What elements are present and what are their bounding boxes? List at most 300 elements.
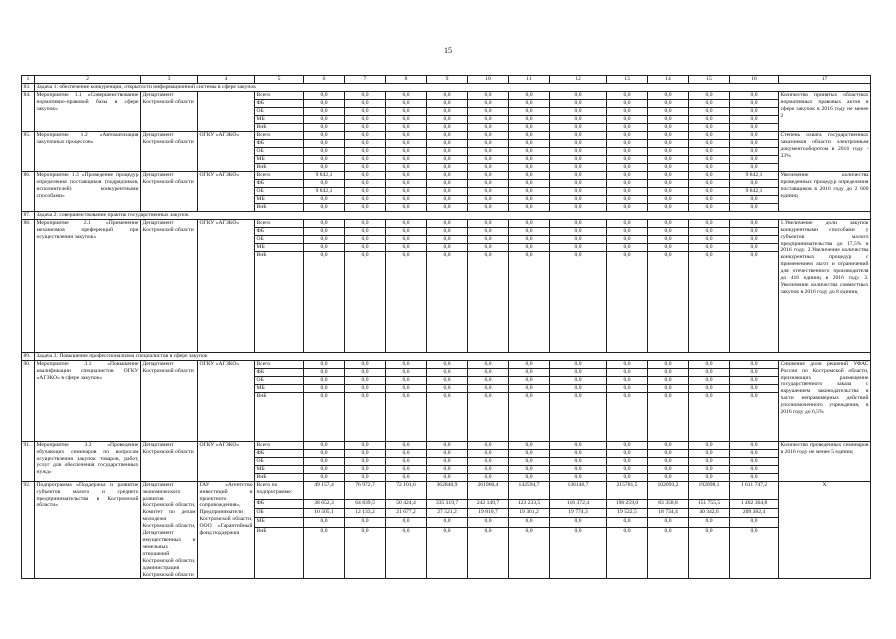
value-cell: 0,0 (345, 187, 386, 195)
value-cell: 0,0 (730, 195, 779, 203)
value-cell: 0,0 (386, 473, 427, 481)
value-cell: 0,0 (730, 384, 779, 392)
value-cell: 9 842,1 (304, 187, 345, 195)
value-cell: 0,0 (607, 227, 648, 235)
value-cell: 0,0 (730, 163, 779, 171)
value-cell: 0,0 (689, 219, 730, 227)
value-cell: 0,0 (468, 235, 509, 243)
value-cell: 0,0 (386, 147, 427, 155)
value-cell: 0,0 (427, 195, 468, 203)
value-cell: 0,0 (345, 107, 386, 115)
value-cell: 0,0 (468, 187, 509, 195)
value-cell: 0,0 (730, 107, 779, 115)
value-cell: 0,0 (689, 227, 730, 235)
value-cell: 0,0 (386, 115, 427, 123)
value-cell: 116 372,4 (550, 500, 607, 509)
value-cell: 0,0 (550, 360, 607, 368)
partner-org: ОГКУ «АГЗКО» (198, 360, 255, 441)
funding-source: ОБ (255, 457, 304, 465)
responsible-executor: Департамент Костромской области (141, 131, 198, 171)
funding-source: ФБ (255, 227, 304, 235)
value-cell: 0,0 (689, 376, 730, 384)
value-cell: 0,0 (304, 123, 345, 131)
value-cell: 0,0 (550, 115, 607, 123)
value-cell: 0,0 (509, 465, 550, 473)
value-cell: 0,0 (689, 243, 730, 251)
value-cell: 0,0 (427, 235, 468, 243)
value-cell: 0,0 (550, 227, 607, 235)
table-row (22, 441, 871, 449)
value-cell: 0,0 (345, 227, 386, 235)
value-cell: 0,0 (304, 131, 345, 139)
funding-source: ВнБ (255, 251, 304, 352)
value-cell: 0,0 (304, 360, 345, 368)
value-cell: 0,0 (468, 131, 509, 139)
value-cell: 0,0 (509, 449, 550, 457)
value-cell: 0,0 (345, 441, 386, 449)
value-cell: 12 133,2 (345, 509, 386, 518)
value-cell: 0,0 (607, 123, 648, 131)
value-cell: 19 774,3 (550, 509, 607, 518)
value-cell: 261960,4 (468, 481, 509, 499)
responsible-executor: Департамент Костромской области (141, 441, 198, 481)
partner-org: ОГКУ «АГЗКО» (198, 171, 255, 211)
value-cell: 0,0 (345, 449, 386, 457)
value-cell: 0,0 (304, 195, 345, 203)
value-cell: 0,0 (304, 115, 345, 123)
value-cell: 0,0 (304, 227, 345, 235)
value-cell: 0,0 (468, 147, 509, 155)
value-cell: 0,0 (730, 473, 779, 481)
value-cell: 0,0 (427, 147, 468, 155)
value-cell: 9 842,1 (304, 171, 345, 179)
responsible-executor: Департамент Костромской области (141, 91, 198, 131)
value-cell: 0,0 (509, 91, 550, 99)
value-cell: 0,0 (689, 115, 730, 123)
value-cell: 0,0 (304, 99, 345, 107)
value-cell: 0,0 (648, 99, 689, 107)
value-cell: 0,0 (427, 473, 468, 481)
value-cell: 0,0 (468, 195, 509, 203)
funding-source: ФБ (255, 99, 304, 107)
value-cell: 0,0 (345, 465, 386, 473)
value-cell: 0,0 (468, 203, 509, 211)
value-cell: 0,0 (509, 163, 550, 171)
funding-source: Всего (255, 91, 304, 99)
value-cell: 0,0 (345, 139, 386, 147)
value-cell: 0,0 (468, 91, 509, 99)
value-cell: 0,0 (509, 203, 550, 211)
partner-org (198, 91, 255, 131)
value-cell: 0,0 (427, 243, 468, 251)
value-cell: 0,0 (468, 243, 509, 251)
value-cell: 0,0 (468, 179, 509, 187)
value-cell: 0,0 (550, 457, 607, 465)
funding-source: МБ (255, 115, 304, 123)
value-cell: 0,0 (304, 527, 345, 579)
value-cell: 0,0 (345, 163, 386, 171)
value-cell: 0,0 (509, 376, 550, 384)
value-cell: 0,0 (730, 392, 779, 441)
value-cell: 27 521,2 (427, 509, 468, 518)
value-cell: 0,0 (304, 457, 345, 465)
value-cell: 0,0 (386, 235, 427, 243)
value-cell: 0,0 (386, 465, 427, 473)
value-cell: 0,0 (550, 441, 607, 449)
value-cell: 0,0 (550, 107, 607, 115)
value-cell: 0,0 (386, 187, 427, 195)
value-cell: 0,0 (607, 368, 648, 376)
value-cell: 49 157,4 (304, 481, 345, 499)
value-cell: 0,0 (550, 155, 607, 163)
value-cell: 0,0 (427, 392, 468, 441)
value-cell: 0,0 (345, 384, 386, 392)
value-cell: 0,0 (607, 384, 648, 392)
value-cell: 0,0 (386, 171, 427, 179)
responsible-executor: Департамент Костромской области (141, 171, 198, 211)
funding-source: Всего (255, 219, 304, 227)
value-cell: 0,0 (345, 123, 386, 131)
value-cell: 242 149,7 (468, 500, 509, 509)
table-row (22, 171, 871, 179)
value-cell: 0,0 (345, 235, 386, 243)
value-cell: 0,0 (550, 123, 607, 131)
value-cell: 0,0 (427, 227, 468, 235)
value-cell: 0,0 (550, 465, 607, 473)
value-cell: 0,0 (386, 449, 427, 457)
value-cell: 209 382,4 (730, 509, 779, 518)
value-cell: 0,0 (607, 187, 648, 195)
value-cell: 0,0 (550, 384, 607, 392)
funding-source: ВнБ (255, 473, 304, 481)
value-cell: 335 319,7 (427, 500, 468, 509)
value-cell: 0,0 (550, 518, 607, 527)
value-cell: 0,0 (304, 392, 345, 441)
value-cell: 0,0 (730, 518, 779, 527)
value-cell: 0,0 (689, 139, 730, 147)
value-cell: 0,0 (468, 449, 509, 457)
header-cell: 6 (304, 76, 345, 84)
value-cell: 0,0 (607, 203, 648, 211)
value-cell: 0,0 (386, 384, 427, 392)
value-cell: 0,0 (689, 91, 730, 99)
value-cell: 64 839,5 (345, 500, 386, 509)
value-cell: 0,0 (427, 139, 468, 147)
value-cell: 0,0 (509, 155, 550, 163)
funding-source: ВнБ (255, 123, 304, 131)
value-cell: 0,0 (648, 449, 689, 457)
funding-source: ФБ (255, 179, 304, 187)
value-cell: 0,0 (648, 131, 689, 139)
value-cell: 0,0 (550, 179, 607, 187)
value-cell: 0,0 (427, 518, 468, 527)
value-cell: 0,0 (304, 179, 345, 187)
value-cell: 0,0 (468, 441, 509, 449)
value-cell: 0,0 (689, 384, 730, 392)
value-cell: 0,0 (607, 251, 648, 352)
value-cell: 0,0 (550, 91, 607, 99)
value-cell: 0,0 (304, 203, 345, 211)
value-cell: 0,0 (304, 518, 345, 527)
value-cell: 0,0 (427, 171, 468, 179)
value-cell: 0,0 (689, 187, 730, 195)
header-cell: 7 (345, 76, 386, 84)
value-cell: 0,0 (468, 99, 509, 107)
funding-source: ОБ (255, 235, 304, 243)
value-cell: 0,0 (427, 187, 468, 195)
value-cell: 0,0 (550, 219, 607, 227)
value-cell: 0,0 (730, 441, 779, 449)
value-cell: 0,0 (468, 219, 509, 227)
value-cell: 0,0 (689, 368, 730, 376)
header-cell: 1 (22, 76, 35, 84)
value-cell: 0,0 (730, 235, 779, 243)
value-cell: 0,0 (689, 449, 730, 457)
value-cell: 0,0 (648, 376, 689, 384)
measure-name: Мероприятие 3.2 «Проведение обучающих семинаров по вопросам осуществления закупок товаров, работ, услуг для обеспечения государственных нужд» (35, 441, 141, 481)
value-cell: 0,0 (345, 99, 386, 107)
value-cell: 0,0 (730, 179, 779, 187)
value-cell: 0,0 (345, 115, 386, 123)
value-cell: 0,0 (304, 473, 345, 481)
value-cell: 0,0 (607, 360, 648, 368)
table-row (22, 219, 871, 227)
value-cell: 0,0 (304, 441, 345, 449)
header-cell: 14 (648, 76, 689, 84)
value-cell: 0,0 (730, 243, 779, 251)
value-cell: 0,0 (468, 392, 509, 441)
value-cell: 0,0 (386, 360, 427, 368)
value-cell: 0,0 (689, 518, 730, 527)
value-cell: 0,0 (304, 376, 345, 384)
value-cell: 0,0 (689, 392, 730, 441)
partner-org: ОГКУ «АГЗКО» (198, 219, 255, 352)
value-cell: 50 424,4 (386, 500, 427, 509)
row-number: 88. (22, 219, 35, 352)
value-cell: 0,0 (689, 107, 730, 115)
value-cell: 0,0 (468, 384, 509, 392)
header-cell: 9 (427, 76, 468, 84)
value-cell: 0,0 (304, 243, 345, 251)
value-cell: 0,0 (607, 179, 648, 187)
value-cell: 0,0 (550, 99, 607, 107)
value-cell: 0,0 (345, 131, 386, 139)
value-cell: 0,0 (730, 449, 779, 457)
responsible-executor: Департамент Костромской области (141, 219, 198, 352)
value-cell: 38 652,3 (304, 500, 345, 509)
value-cell: 0,0 (550, 195, 607, 203)
value-cell: 0,0 (730, 360, 779, 368)
value-cell: 362840,9 (427, 481, 468, 499)
value-cell: 0,0 (427, 123, 468, 131)
value-cell: 10 505,1 (304, 509, 345, 518)
value-cell: 0,0 (550, 163, 607, 171)
value-cell: 0,0 (468, 171, 509, 179)
funding-source: Всего (255, 441, 304, 449)
value-cell: 0,0 (386, 457, 427, 465)
value-cell: 0,0 (607, 465, 648, 473)
value-cell: 0,0 (509, 187, 550, 195)
funding-source: Всего (255, 360, 304, 368)
value-cell: 0,0 (550, 473, 607, 481)
value-cell: 0,0 (550, 251, 607, 352)
header-cell: 16 (730, 76, 779, 84)
value-cell: 0,0 (509, 179, 550, 187)
table-row (22, 91, 871, 99)
funding-source: ОБ (255, 107, 304, 115)
value-cell: 142594,7 (509, 481, 550, 499)
value-cell: 0,0 (509, 251, 550, 352)
value-cell: 0,0 (304, 251, 345, 352)
value-cell: 0,0 (648, 360, 689, 368)
value-cell: 0,0 (386, 392, 427, 441)
value-cell: 0,0 (427, 384, 468, 392)
value-cell: 0,0 (648, 473, 689, 481)
value-cell: 0,0 (468, 155, 509, 163)
value-cell: 0,0 (345, 518, 386, 527)
row-number: 86. (22, 171, 35, 211)
value-cell: 0,0 (509, 235, 550, 243)
section-title: Задача 3: Повышение профессионализма специалистов в сфере закупок (35, 352, 871, 360)
funding-source: ФБ (255, 139, 304, 147)
value-cell: 0,0 (427, 465, 468, 473)
value-cell: 0,0 (689, 123, 730, 131)
value-cell: 0,0 (345, 251, 386, 352)
value-cell: 0,0 (730, 131, 779, 139)
value-cell: 0,0 (386, 243, 427, 251)
value-cell: 0,0 (468, 139, 509, 147)
funding-source: МБ (255, 518, 304, 527)
value-cell: 0,0 (427, 91, 468, 99)
value-cell: 0,0 (648, 368, 689, 376)
value-cell: 192098,1 (689, 481, 730, 499)
value-cell: 0,0 (689, 179, 730, 187)
value-cell: 0,0 (468, 123, 509, 131)
value-cell: 0,0 (607, 235, 648, 243)
value-cell: 0,0 (730, 368, 779, 376)
value-cell: 0,0 (509, 99, 550, 107)
header-cell: 15 (689, 76, 730, 84)
value-cell: 0,0 (550, 235, 607, 243)
funding-source: МБ (255, 384, 304, 392)
responsible-executor: Департамент экономического развития Костромской области, Комитет по делам молодежи Костромской области, Департамент имущественных и земельных отношений Костромской области, администрация Костромской области (142, 481, 196, 578)
value-cell: 0,0 (304, 163, 345, 171)
value-cell: 0,0 (468, 115, 509, 123)
value-cell: 0,0 (386, 527, 427, 579)
section-title: Задача 1: обеспечение конкуренции, открытости информационной системы в сфере закупок (35, 84, 871, 92)
value-cell: 1 402 364,8 (730, 500, 779, 509)
value-cell: 0,0 (345, 203, 386, 211)
value-cell: 0,0 (304, 155, 345, 163)
value-cell: 0,0 (304, 107, 345, 115)
value-cell: 0,0 (427, 179, 468, 187)
row-number: 90. (22, 360, 35, 441)
value-cell: 0,0 (730, 219, 779, 227)
value-cell: 0,0 (509, 441, 550, 449)
value-cell: 0,0 (648, 457, 689, 465)
table-row (22, 360, 871, 368)
value-cell: 0,0 (509, 139, 550, 147)
value-cell: 83 358,8 (648, 500, 689, 509)
header-cell: 12 (550, 76, 607, 84)
value-cell: 0,0 (386, 155, 427, 163)
value-cell: 0,0 (427, 449, 468, 457)
value-cell: 0,0 (345, 376, 386, 384)
value-cell: 76 972,7 (345, 481, 386, 499)
row-number: 85. (22, 131, 35, 171)
value-cell: 0,0 (509, 384, 550, 392)
header-cell: 11 (509, 76, 550, 84)
value-cell: 0,0 (730, 123, 779, 131)
value-cell: 0,0 (427, 107, 468, 115)
section-title: Задача 2: совершенствование практик государственных закупок (35, 211, 871, 219)
row-number: 84. (22, 91, 35, 131)
funding-source: МБ (255, 155, 304, 163)
funding-source: Всего (255, 171, 304, 179)
value-cell: 0,0 (648, 465, 689, 473)
value-cell: 0,0 (607, 107, 648, 115)
value-cell: 0,0 (386, 219, 427, 227)
value-cell: 0,0 (730, 155, 779, 163)
value-cell: 0,0 (648, 203, 689, 211)
value-cell: 0,0 (607, 219, 648, 227)
value-cell: 0,0 (345, 360, 386, 368)
value-cell: 0,0 (550, 139, 607, 147)
value-cell: 0,0 (550, 131, 607, 139)
value-cell: 0,0 (648, 195, 689, 203)
header-cell: 4 (198, 76, 255, 84)
value-cell: 0,0 (607, 441, 648, 449)
expected-result: 1.Увеличение доли закупок конкурентными способами у субъектов малого предпринимательства до 17,5% в 2016 году. 2.Увеличение количества конкурентных процедур с применением льгот и ограничений для отечественного производителя до 416 единиц в 2016 году. 3. Увеличение количества совместных закупок в 2016 году до 8 единиц (779, 219, 871, 352)
value-cell: 0,0 (304, 147, 345, 155)
value-cell: 0,0 (607, 518, 648, 527)
funding-source: Всего по подпрограмме: (255, 481, 304, 499)
measure-name: Мероприятие 2.1 «Применение механизмов преференций при осуществлении закупок» (35, 219, 141, 352)
value-cell: 0,0 (648, 179, 689, 187)
expected-result: Количество принятых областных нормативных правовых актов в сфере закупок в 2016 году не менее 2 (779, 91, 871, 131)
header-row (22, 76, 871, 84)
value-cell: 0,0 (386, 251, 427, 352)
value-cell: 0,0 (345, 155, 386, 163)
row-number: 83. (22, 84, 35, 92)
value-cell: 0,0 (509, 227, 550, 235)
value-cell: 0,0 (345, 147, 386, 155)
page-number: 15 (444, 46, 452, 55)
value-cell: 0,0 (427, 219, 468, 227)
value-cell: 0,0 (468, 368, 509, 376)
value-cell: 0,0 (386, 203, 427, 211)
value-cell: 0,0 (689, 147, 730, 155)
value-cell: 0,0 (607, 392, 648, 441)
value-cell: 0,0 (648, 251, 689, 352)
expected-result: Количество проведенных семинаров в 2016 году не менее 5 единиц (779, 441, 871, 481)
value-cell: 0,0 (730, 147, 779, 155)
value-cell: 0,0 (427, 203, 468, 211)
measure-name: Мероприятие 1.3 «Проведение процедур определения поставщиков (подрядчиков, исполнителей) конкурентными способами» (35, 171, 141, 211)
value-cell: 0,0 (509, 171, 550, 179)
value-cell: 0,0 (648, 91, 689, 99)
value-cell: 0,0 (386, 131, 427, 139)
value-cell: 0,0 (730, 91, 779, 99)
value-cell: 19 361,2 (509, 509, 550, 518)
header-cell: 13 (607, 76, 648, 84)
value-cell: 0,0 (607, 457, 648, 465)
value-cell: 0,0 (607, 473, 648, 481)
value-cell: 0,0 (304, 368, 345, 376)
value-cell: 0,0 (386, 123, 427, 131)
value-cell: 0,0 (689, 465, 730, 473)
partner-org: ОГКУ «АГЗКО» (198, 441, 255, 481)
